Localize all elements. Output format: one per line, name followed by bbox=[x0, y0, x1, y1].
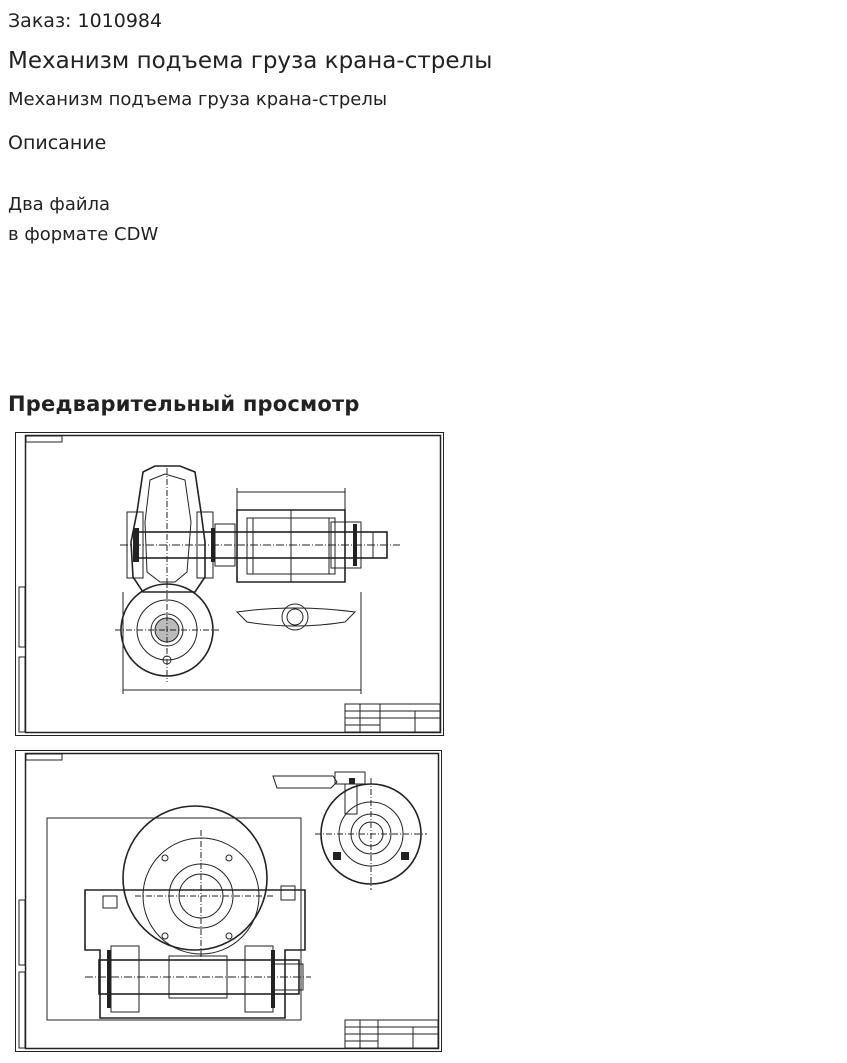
description-line: в формате CDW bbox=[8, 224, 159, 245]
drawing-preview-1[interactable] bbox=[15, 432, 444, 736]
drawing-preview-2[interactable] bbox=[15, 750, 442, 1052]
drawing-sheet-2-graphic bbox=[15, 750, 442, 1052]
description-heading: Описание bbox=[8, 132, 107, 154]
page-subtitle: Механизм подъема груза крана-стрелы bbox=[8, 89, 388, 110]
page-title: Механизм подъема груза крана-стрелы bbox=[8, 48, 493, 74]
order-number: Заказ: 1010984 bbox=[8, 10, 163, 32]
description-line: Два файла bbox=[8, 194, 111, 215]
preview-heading: Предварительный просмотр bbox=[8, 392, 360, 416]
drawing-sheet-1-graphic bbox=[15, 432, 444, 736]
